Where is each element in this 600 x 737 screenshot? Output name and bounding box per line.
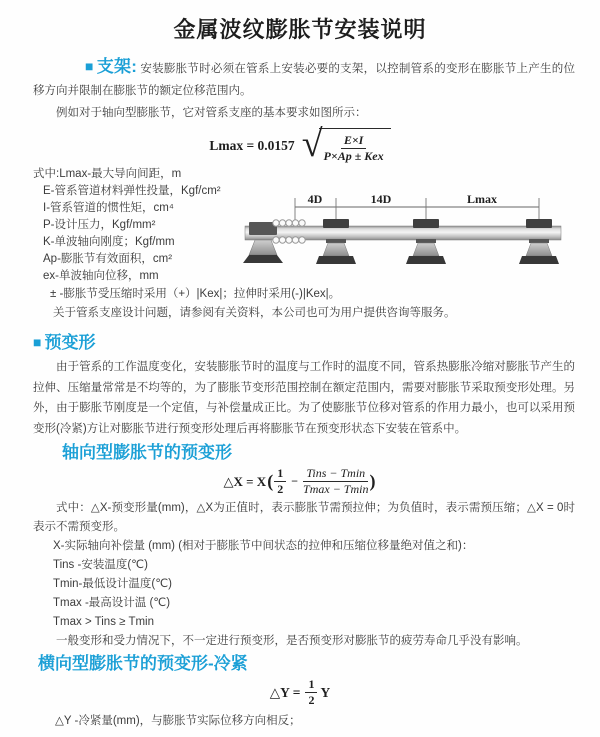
support-intro-text: 安装膨胀节时必须在管系上安装必要的支架，以控制管系的变形在膨胀节上产生的位移方向并限制在膨胀节的额定位移范围内。 bbox=[33, 63, 575, 97]
fraction-denominator: Tmax − Tmin bbox=[303, 482, 369, 496]
sqrt-radical-icon: √ bbox=[301, 122, 323, 165]
dimension-label-14d: 14D bbox=[370, 192, 392, 206]
sign-convention-note: ± -膨胀节受压缩时采用（+）|Kex|；拉伸时采用(-)|Kex|。 bbox=[50, 288, 341, 300]
definition-line-ap: Ap-膨胀节有效面积，cm² bbox=[43, 253, 173, 265]
dimension-label-lmax: Lmax bbox=[467, 192, 497, 206]
section-preform-heading bbox=[33, 332, 600, 354]
fraction-numerator: E×I bbox=[341, 134, 367, 149]
page-title: 金属波纹膨胀节安装说明 bbox=[173, 17, 427, 42]
right-paren: ) bbox=[369, 471, 376, 491]
support-example-text: 例如对于轴向型膨胀节，它对管系支座的基本要求如图所示： bbox=[56, 107, 367, 119]
fraction-numerator: Tins − Tmin bbox=[303, 467, 368, 482]
sqrt-body bbox=[319, 128, 391, 163]
fraction-denominator: 2 bbox=[308, 693, 315, 707]
axial-item-x: X-实际轴向补偿量 (mm) (相对于膨胀节中间状态的拉伸和压缩位移量绝对值之和)： bbox=[53, 540, 474, 552]
fraction-denominator: 2 bbox=[277, 482, 284, 496]
section-support-heading bbox=[85, 57, 137, 76]
service-note: 关于管系支座设计问题，请参阅有关资料，本公司也可为用户提供咨询等服务。 bbox=[53, 307, 456, 319]
axial-preform-formula bbox=[224, 467, 377, 496]
definition-line-k: K-单波轴向刚度；Kgf/mm bbox=[43, 236, 175, 248]
definitions-section bbox=[0, 166, 600, 323]
fraction-numerator: 1 bbox=[274, 467, 286, 482]
pipe bbox=[245, 226, 561, 240]
definition-where-line: 式中:Lmax-最大导向间距，m bbox=[33, 168, 182, 180]
axial-item-tmax: Tmax -最高设计温 (℃) bbox=[53, 597, 171, 609]
fraction-denominator: P×Ap ± Kex bbox=[323, 149, 384, 163]
axial-item-relation: Tmax > Tins ≥ Tmin bbox=[53, 616, 154, 628]
temperature-fraction bbox=[303, 467, 368, 496]
minus-sign: − bbox=[291, 474, 299, 488]
section-square-icon: ■ bbox=[33, 334, 42, 350]
lmax-fraction bbox=[324, 134, 384, 163]
lmax-formula bbox=[209, 122, 390, 165]
axial-item-tins: Tins -安装温度(℃) bbox=[53, 559, 148, 571]
axial-preform-heading: 轴向型膨胀节的预变形 bbox=[62, 443, 232, 462]
axial-item-tmin: Tmin-最低设计温度(℃) bbox=[53, 578, 172, 590]
lateral-formula-lhs: △Y = bbox=[269, 684, 301, 700]
half-fraction bbox=[305, 678, 317, 707]
preform-paragraph: 由于管系的工作温度变化，安装膨胀节时的温度与工作时的温度不同，管系热膨胀冷缩对膨胀节产生的拉伸、压缩量常常是不均等的，为了膨胀节变形范围控制在额定范围内，需要对膨胀节采取预变形处理。另外，由于膨胀节刚度是一个定值，与补偿量成正比。为了使膨胀节位移对管系的作用力最小，也可以采用预变形(冷紧)方让对膨胀节进行预变形处理后再将膨胀节在预变形状态下安装在管系中。 bbox=[33, 361, 575, 435]
lateral-formula-rhs: Y bbox=[320, 684, 331, 700]
section-support-label: 支架: bbox=[96, 57, 137, 76]
lateral-preform-heading: 横向型膨胀节的预变形-冷紧 bbox=[38, 654, 248, 673]
support-intro-paragraph bbox=[33, 56, 575, 102]
half-fraction bbox=[274, 467, 286, 496]
lateral-note: △Y -冷紧量(mm)，与膨胀节实际位移方向相反； bbox=[55, 715, 301, 727]
lateral-preform-formula bbox=[270, 678, 330, 707]
section-square-icon: ■ bbox=[85, 58, 94, 74]
axial-formula-lhs: △X = X bbox=[223, 473, 267, 489]
dimension-label-4d: 4D bbox=[307, 192, 323, 206]
definition-line-p: P-设计压力，Kgf/mm² bbox=[43, 219, 156, 231]
pipe-support-diagram bbox=[241, 190, 597, 290]
lmax-formula-lhs: Lmax = 0.0157 bbox=[209, 137, 295, 153]
section-preform-label: 预变形 bbox=[44, 333, 96, 352]
definition-line-i: I-管系管道的惯性矩，cm⁴ bbox=[43, 202, 174, 214]
fraction-numerator: 1 bbox=[305, 678, 317, 693]
left-paren: ( bbox=[267, 471, 274, 491]
axial-general-note: 一般变形和受力情况下，不一定进行预变形，是否预变形对膨胀节的疲劳寿命几乎没有影响。 bbox=[56, 635, 528, 647]
definition-line-ex: ex-单波轴向位移，mm bbox=[43, 270, 159, 282]
axial-where-note: 式中：△X-预变形量(mm)，△X为正值时，表示膨胀节需预拉伸；为负值时，表示需预压缩；△X = 0时表示不需预变形。 bbox=[33, 502, 575, 533]
definition-line-e: E-管系管道材料弹性投量，Kgf/cm² bbox=[43, 185, 221, 197]
